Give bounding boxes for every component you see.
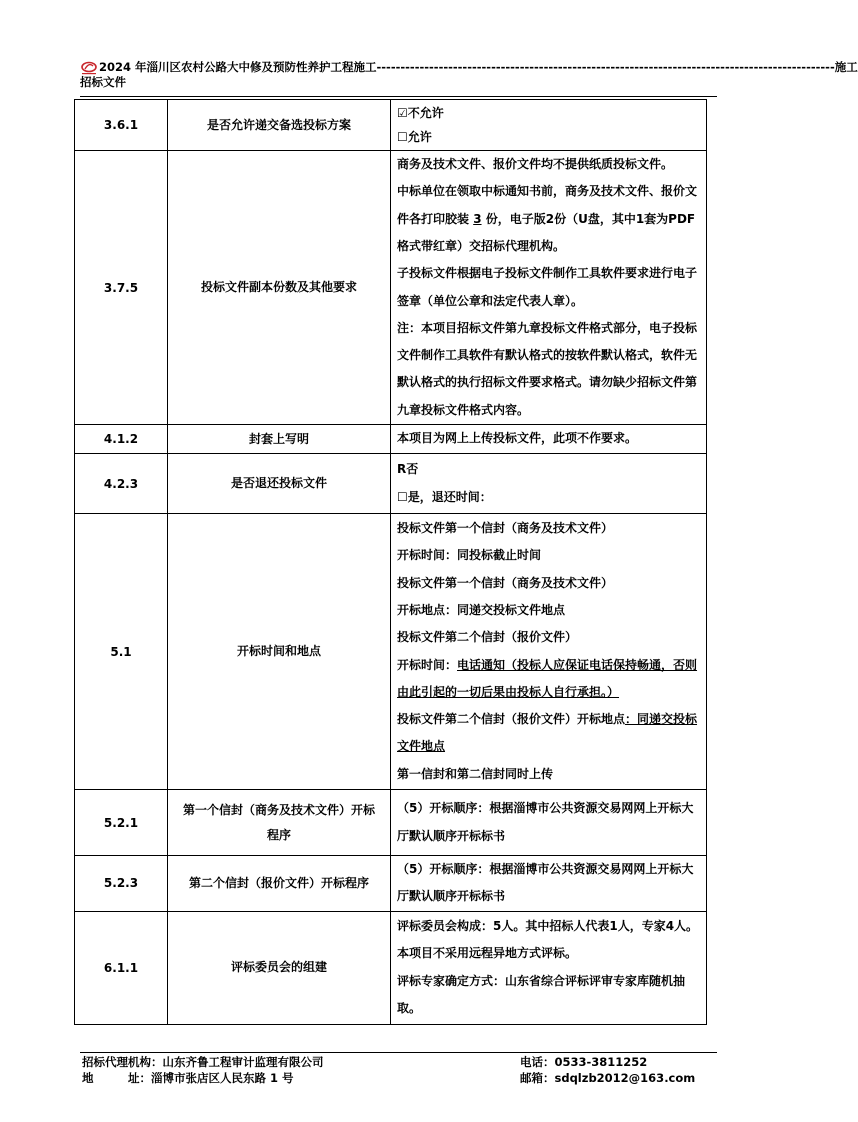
line: 开标时间：同投标截止时间: [397, 548, 542, 563]
footer-row: [82, 1054, 682, 1070]
row-content: （5）开标顺序：根据淄博市公共资源交易网网上开标大厅默认顺序开标标书: [391, 856, 707, 912]
row-number: 3.7.5: [75, 151, 168, 425]
phone-notice: 电话通知（投标人应保证电话保持畅通，否则由此引起的一切后果由投标人自行承担。）: [397, 657, 698, 699]
table-row: [75, 790, 707, 856]
line: 本项目不采用远程异地方式评标。: [397, 946, 578, 961]
option-no: R否: [397, 462, 419, 477]
row-number: 4.2.3: [75, 454, 168, 514]
line: 开标时间：电话通知（投标人应保证电话保持畅通，否则由此引起的一切后果由投标人自行承担。）: [397, 657, 698, 699]
paragraph: 商务及技术文件、报价文件均不提供纸质投标文件。: [397, 157, 674, 172]
line: 投标文件第二个信封（报价文件）: [397, 630, 578, 645]
line: 开标地点：同递交投标文件地点: [397, 602, 566, 617]
phone-number: 电话：0533-3811252: [520, 1055, 648, 1069]
option-not-allowed: ☑不允许: [397, 106, 444, 120]
line: 评标专家确定方式：山东省综合评标评审专家库随机抽取。: [397, 973, 686, 1015]
footer-row: [82, 1070, 696, 1086]
copy-count: 3: [473, 211, 482, 226]
company-logo-icon: [80, 61, 98, 75]
page-footer: [82, 1054, 696, 1086]
table-row: [75, 151, 707, 425]
header-suffix: 施工: [834, 60, 858, 74]
agency-name: 招标代理机构：山东齐鲁工程审计监理有限公司: [82, 1055, 324, 1069]
line: 第一信封和第二信封同时上传: [397, 766, 554, 781]
line: 评标委员会构成：5人。其中招标人代表1人，专家4人。: [397, 919, 699, 933]
line: 投标文件第二个信封（报价文件）开标地点：同递交投标文件地点: [397, 712, 698, 754]
row-number: 3.6.1: [75, 100, 168, 151]
row-item: 封套上写明: [168, 425, 391, 454]
paragraph: 子投标文件根据电子投标文件制作工具软件要求进行电子签章（单位公章和法定代表人章）。: [397, 266, 698, 308]
row-content: [391, 100, 707, 151]
opening-location: ：同递交投标文件地点: [397, 712, 698, 754]
row-item: 投标文件副本份数及其他要求: [168, 151, 391, 425]
row-item: 是否退还投标文件: [168, 454, 391, 514]
row-number: 5.2.3: [75, 856, 168, 912]
row-content: [391, 454, 707, 514]
footer-divider: [80, 1052, 717, 1053]
line: 投标文件第一个信封（商务及技术文件）: [397, 521, 614, 536]
bid-data-table: [74, 99, 707, 1025]
line: 投标文件第一个信封（商务及技术文件）: [397, 575, 614, 590]
row-item: 第二个信封（报价文件）开标程序: [168, 856, 391, 912]
row-number: 5.1: [75, 514, 168, 790]
row-number: 4.1.2: [75, 425, 168, 454]
row-item: 开标时间和地点: [168, 514, 391, 790]
row-item: 第一个信封（商务及技术文件）开标程序: [168, 790, 391, 856]
row-content: 本项目为网上上传投标文件，此项不作要求。: [391, 425, 707, 454]
table-row: [75, 425, 707, 454]
header-title: 2024 年淄川区农村公路大中修及预防性养护工程施工: [99, 60, 377, 74]
table-row: [75, 856, 707, 912]
row-number: 6.1.1: [75, 911, 168, 1024]
header-line-1: [80, 60, 858, 75]
row-number: 5.2.1: [75, 790, 168, 856]
row-item: 是否允许递交备选投标方案: [168, 100, 391, 151]
agency-address: 地 址：淄博市张店区人民东路 1 号: [82, 1071, 294, 1085]
header-divider: [80, 96, 717, 97]
email-address: 邮箱：sdqlzb2012@163.com: [520, 1071, 696, 1085]
row-item: 评标委员会的组建: [168, 911, 391, 1024]
table-row: [75, 514, 707, 790]
paragraph: 注：本项目招标文件第九章投标文件格式部分，电子投标文件制作工具软件有默认格式的按软件默认格式，软件无默认格式的执行招标文件要求格式。请勿缺少招标文件第九章投标文件格式内容。: [397, 320, 698, 417]
header-dashes: ------------------------------------------------------------------------------------------------: [376, 60, 835, 74]
row-content: [391, 151, 707, 425]
paragraph: 中标单位在领取中标通知书前，商务及技术文件、报价文件各打印胶装 3 份，电子版2份（U盘，其中1套为PDF格式带红章）交招标代理机构。: [397, 184, 698, 253]
header-line-2: 招标文件: [80, 75, 126, 89]
page-header: [80, 60, 858, 90]
row-content: [391, 911, 707, 1024]
option-yes: ☐是，退还时间：: [397, 489, 492, 504]
table-row: [75, 100, 707, 151]
row-content: （5）开标顺序：根据淄博市公共资源交易网网上开标大厅默认顺序开标标书: [391, 790, 707, 856]
table-row: [75, 911, 707, 1024]
option-allowed: ☐允许: [397, 130, 432, 144]
table-row: [75, 454, 707, 514]
row-content: [391, 514, 707, 790]
